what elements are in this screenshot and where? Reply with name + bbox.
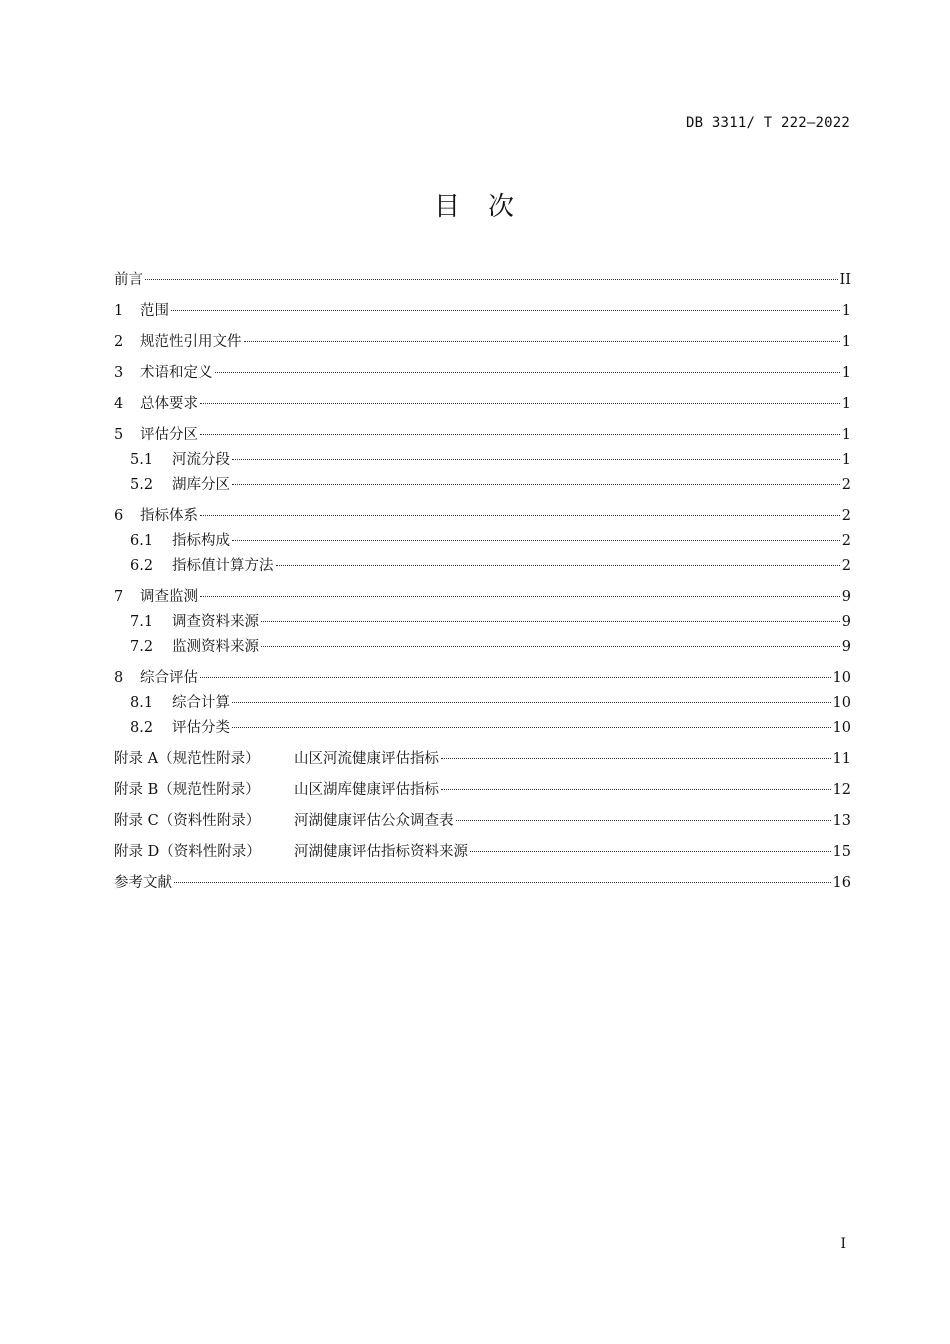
toc-entry-title: 前言 [114, 272, 143, 288]
toc-entry-title: 河湖健康评估指标资料来源 [294, 844, 468, 860]
toc-entry-page: 12 [832, 782, 851, 798]
page-title [0, 186, 950, 223]
toc-entry-page: 1 [841, 452, 851, 468]
toc-entry-page: 2 [841, 508, 851, 524]
toc-entry[interactable] [114, 666, 851, 691]
toc-entry-page: 9 [841, 614, 851, 630]
toc-entry[interactable] [114, 871, 851, 896]
toc-dot-leader [200, 434, 840, 435]
toc-entry-number: 3 [114, 365, 124, 381]
toc-entry-title: 山区湖库健康评估指标 [294, 782, 439, 798]
toc-entry[interactable] [114, 299, 851, 324]
toc-dot-leader [232, 702, 831, 703]
toc-entry-title: 参考文献 [114, 875, 172, 891]
toc-entry-title: 总体要求 [140, 396, 198, 412]
toc-dot-leader [215, 372, 840, 373]
toc-entry[interactable] [114, 423, 851, 448]
toc-entry-number: 6.2 [130, 558, 154, 574]
toc-entry-title: 综合计算 [172, 695, 230, 711]
toc-entry-page: 1 [841, 365, 851, 381]
toc-dot-leader [441, 758, 831, 759]
toc-dot-leader [232, 484, 840, 485]
toc-entry-title: 指标体系 [140, 508, 198, 524]
toc-entry-page: 2 [841, 558, 851, 574]
toc-annex-label: 附录 B（规范性附录） [114, 782, 260, 798]
page-number: I [840, 1236, 846, 1252]
toc-entry-page: 16 [832, 875, 851, 891]
toc-entry-title: 调查资料来源 [172, 614, 259, 630]
toc-entry-title: 河湖健康评估公众调查表 [294, 813, 454, 829]
toc-entry-number: 8 [114, 670, 124, 686]
toc-entry[interactable] [114, 392, 851, 417]
toc-entry-page: 2 [841, 477, 851, 493]
toc-entry-number: 7.2 [130, 639, 154, 655]
toc-dot-leader [441, 789, 831, 790]
toc-entry-title: 评估分类 [172, 720, 230, 736]
title-char-2: 次 [488, 192, 517, 222]
table-of-contents [114, 268, 851, 896]
toc-entry[interactable] [114, 448, 851, 473]
toc-entry-title: 指标值计算方法 [172, 558, 274, 574]
toc-entry-number: 7.1 [130, 614, 154, 630]
toc-entry-title: 山区河流健康评估指标 [294, 751, 439, 767]
toc-entry-title: 指标构成 [172, 533, 230, 549]
toc-dot-leader [244, 341, 840, 342]
toc-entry-title: 湖库分区 [172, 477, 230, 493]
toc-entry[interactable] [114, 809, 851, 834]
toc-entry[interactable] [114, 778, 851, 803]
toc-entry-title: 监测资料来源 [172, 639, 259, 655]
toc-entry-page: 13 [832, 813, 851, 829]
toc-entry[interactable] [114, 504, 851, 529]
toc-entry-number: 6.1 [130, 533, 154, 549]
toc-dot-leader [456, 820, 831, 821]
toc-entry[interactable] [114, 691, 851, 716]
toc-dot-leader [200, 403, 840, 404]
toc-dot-leader [276, 565, 840, 566]
toc-entry-page: 2 [841, 533, 851, 549]
toc-entry-page: 15 [832, 844, 851, 860]
toc-entry[interactable] [114, 529, 851, 554]
title-char-1: 目 [433, 192, 462, 222]
toc-entry-title: 河流分段 [172, 452, 230, 468]
toc-entry-page: 1 [841, 427, 851, 443]
toc-entry-number: 5 [114, 427, 124, 443]
toc-dot-leader [171, 310, 840, 311]
toc-dot-leader [200, 596, 840, 597]
toc-dot-leader [174, 882, 831, 883]
toc-dot-leader [200, 515, 840, 516]
toc-dot-leader [232, 727, 831, 728]
toc-entry-number: 1 [114, 303, 124, 319]
toc-entry[interactable] [114, 330, 851, 355]
toc-entry-title: 综合评估 [140, 670, 198, 686]
toc-entry[interactable] [114, 840, 851, 865]
toc-entry[interactable] [114, 554, 851, 579]
toc-entry[interactable] [114, 716, 851, 741]
toc-entry-number: 8.1 [130, 695, 154, 711]
toc-annex-label: 附录 A（规范性附录） [114, 751, 260, 767]
toc-entry[interactable] [114, 610, 851, 635]
toc-entry[interactable] [114, 268, 851, 293]
toc-entry-number: 8.2 [130, 720, 154, 736]
toc-dot-leader [232, 459, 840, 460]
toc-entry-title: 术语和定义 [140, 365, 213, 381]
toc-entry[interactable] [114, 361, 851, 386]
toc-entry-page: 1 [841, 334, 851, 350]
toc-entry-title: 规范性引用文件 [140, 334, 242, 350]
toc-dot-leader [232, 540, 840, 541]
toc-entry-page: 10 [832, 720, 851, 736]
document-code: DB 3311/ T 222—2022 [686, 115, 850, 131]
toc-entry-page: 10 [832, 695, 851, 711]
toc-dot-leader [261, 646, 840, 647]
toc-entry-page: 1 [841, 396, 851, 412]
toc-entry-page: 9 [841, 639, 851, 655]
toc-entry[interactable] [114, 747, 851, 772]
toc-entry-title: 调查监测 [140, 589, 198, 605]
toc-entry-title: 评估分区 [140, 427, 198, 443]
toc-dot-leader [261, 621, 840, 622]
toc-annex-label: 附录 D（资料性附录） [114, 844, 261, 860]
toc-entry-number: 2 [114, 334, 124, 350]
toc-entry-number: 5.2 [130, 477, 154, 493]
toc-entry-page: 1 [841, 303, 851, 319]
toc-entry-title: 范围 [140, 303, 169, 319]
toc-entry[interactable] [114, 585, 851, 610]
toc-entry-number: 4 [114, 396, 124, 412]
toc-entry[interactable] [114, 635, 851, 660]
toc-dot-leader [145, 279, 838, 280]
toc-entry-number: 7 [114, 589, 124, 605]
toc-entry-number: 6 [114, 508, 124, 524]
toc-entry[interactable] [114, 473, 851, 498]
toc-entry-page: 9 [841, 589, 851, 605]
toc-dot-leader [470, 851, 831, 852]
toc-entry-number: 5.1 [130, 452, 154, 468]
toc-annex-label: 附录 C（资料性附录） [114, 813, 261, 829]
toc-entry-page: 10 [832, 670, 851, 686]
toc-entry-page: 11 [832, 751, 851, 767]
toc-entry-page: II [839, 272, 851, 288]
toc-dot-leader [200, 677, 831, 678]
